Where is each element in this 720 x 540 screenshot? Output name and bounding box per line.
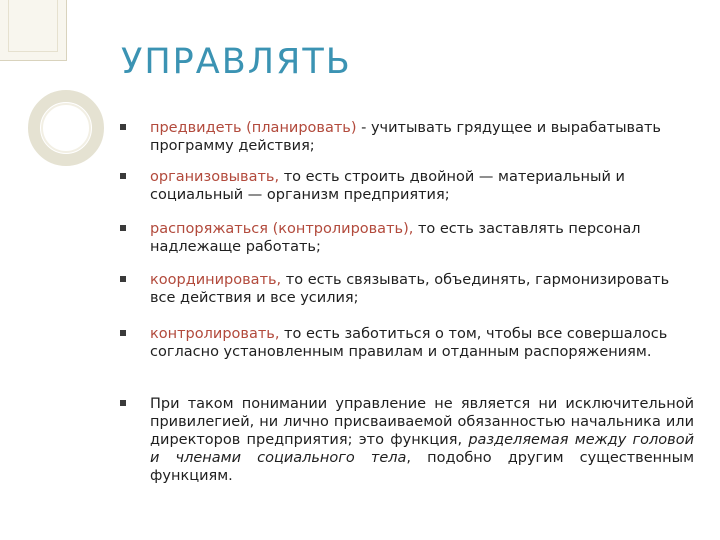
bullet-text bbox=[150, 119, 694, 155]
square-bullet-icon bbox=[120, 400, 126, 406]
bullet-description: то есть строить двойной — материальный и социальный — организм предприятия; bbox=[150, 169, 625, 203]
bullet-description: то есть заботиться о том, чтобы все совершалось согласно установленным правилам и отданным распоряжениям. bbox=[150, 326, 668, 360]
square-bullet-icon bbox=[120, 225, 126, 231]
bullet-term: координировать, bbox=[150, 272, 282, 288]
bullet-italic-phrase: разделяемая между головой и членами социального тела bbox=[150, 432, 695, 466]
bullet-term: организовывать, bbox=[150, 169, 280, 185]
bullet-text bbox=[150, 220, 694, 256]
bullet-term: контролировать, bbox=[150, 326, 280, 342]
square-bullet-icon bbox=[120, 276, 126, 282]
bullet-term: распоряжаться (контролировать), bbox=[150, 221, 414, 237]
bullet-description: При таком понимании управление не является ни исключительной привилегией, ни лично присваиваемой обязанностью начальника или директоров предприятия; это функция, bbox=[150, 396, 694, 448]
bullet-text bbox=[150, 168, 694, 204]
bullet-description: то есть связывать, объединять, гармонизировать все действия и все усилия; bbox=[150, 272, 670, 306]
square-bullet-icon bbox=[120, 173, 126, 179]
bullet-text bbox=[150, 271, 694, 307]
bullet-description-end: , подобно другим существенным функциям. bbox=[150, 450, 695, 484]
square-bullet-icon bbox=[120, 124, 126, 130]
bullet-text bbox=[150, 325, 694, 361]
square-bullet-icon bbox=[120, 330, 126, 336]
bullet-term: предвидеть (планировать) bbox=[150, 120, 357, 136]
bullet-text bbox=[150, 395, 694, 485]
bullet-description: - учитывать грядущее и вырабатывать программу действия; bbox=[150, 120, 661, 154]
page-title: УПРАВЛЯТЬ bbox=[121, 42, 352, 82]
bullet-description: то есть заставлять персонал надлежаще работать; bbox=[150, 221, 641, 255]
